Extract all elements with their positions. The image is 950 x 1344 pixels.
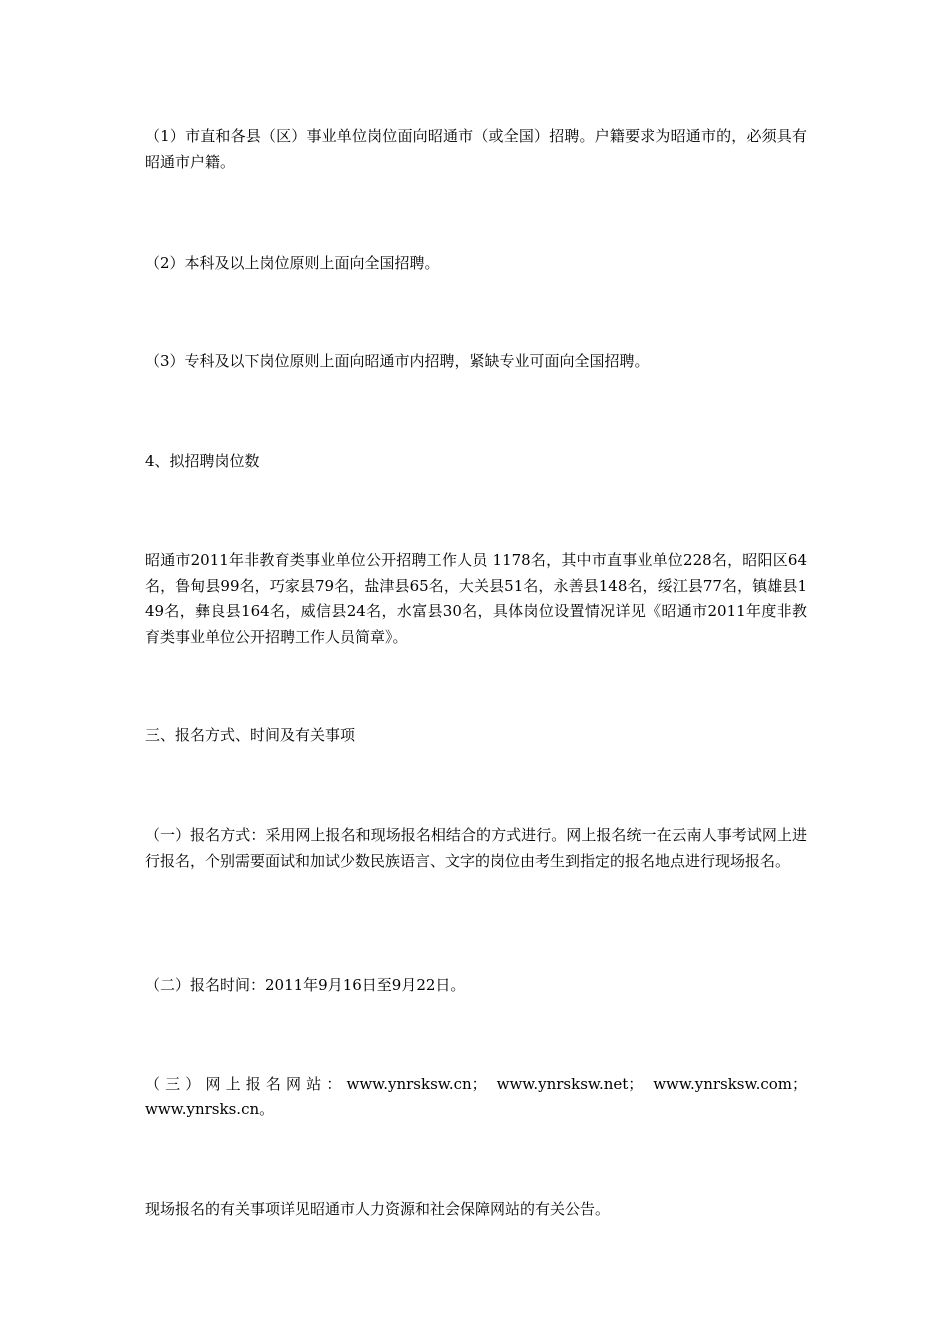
paragraph-position-allocation: 昭通市2011年非教育类事业单位公开招聘工作人员 1178名，其中市直事业单位228名，昭阳区64名，鲁甸县99名，巧家县79名，盐津县65名，大关县51名，永善县148名，绥江县77名，镇雄县149名，彝良县164名，威信县24名，水富县30名，具体岗位设置情况详见《昭通市2011年度非教育类事业单位公开招聘工作人员简章》。: [145, 551, 807, 646]
section-heading-position-count: 4、拟招聘岗位数: [145, 452, 260, 470]
paragraph-onsite-registration: 现场报名的有关事项详见昭通市人力资源和社会保障网站的有关公告。: [145, 1200, 611, 1218]
paragraph-registration-method: （一）报名方式：采用网上报名和现场报名相结合的方式进行。网上报名统一在云南人事考试网上进行报名，个别需要面试和加试少数民族语言、文字的岗位由考生到指定的报名地点进行现场报名。: [145, 826, 807, 870]
paragraph-registration-websites-continued: www.ynrsks.cn。: [145, 1100, 275, 1118]
paragraph-registration-websites: （三）网上报名网站：www.ynrsksw.cn； www.ynrsksw.net； www.ynrsksw.com；: [145, 1075, 807, 1093]
paragraph-undergraduate-positions: （2）本科及以上岗位原则上面向全国招聘。: [145, 254, 440, 272]
paragraph-household-registration: （1）市直和各县（区）事业单位岗位面向昭通市（或全国）招聘。户籍要求为昭通市的，必须具有昭通市户籍。: [145, 127, 807, 171]
section-heading-registration: 三、报名方式、时间及有关事项: [145, 726, 356, 744]
paragraph-junior-college-positions: （3）专科及以下岗位原则上面向昭通市内招聘，紧缺专业可面向全国招聘。: [145, 352, 650, 370]
paragraph-registration-time: （二）报名时间：2011年9月16日至9月22日。: [145, 976, 466, 994]
